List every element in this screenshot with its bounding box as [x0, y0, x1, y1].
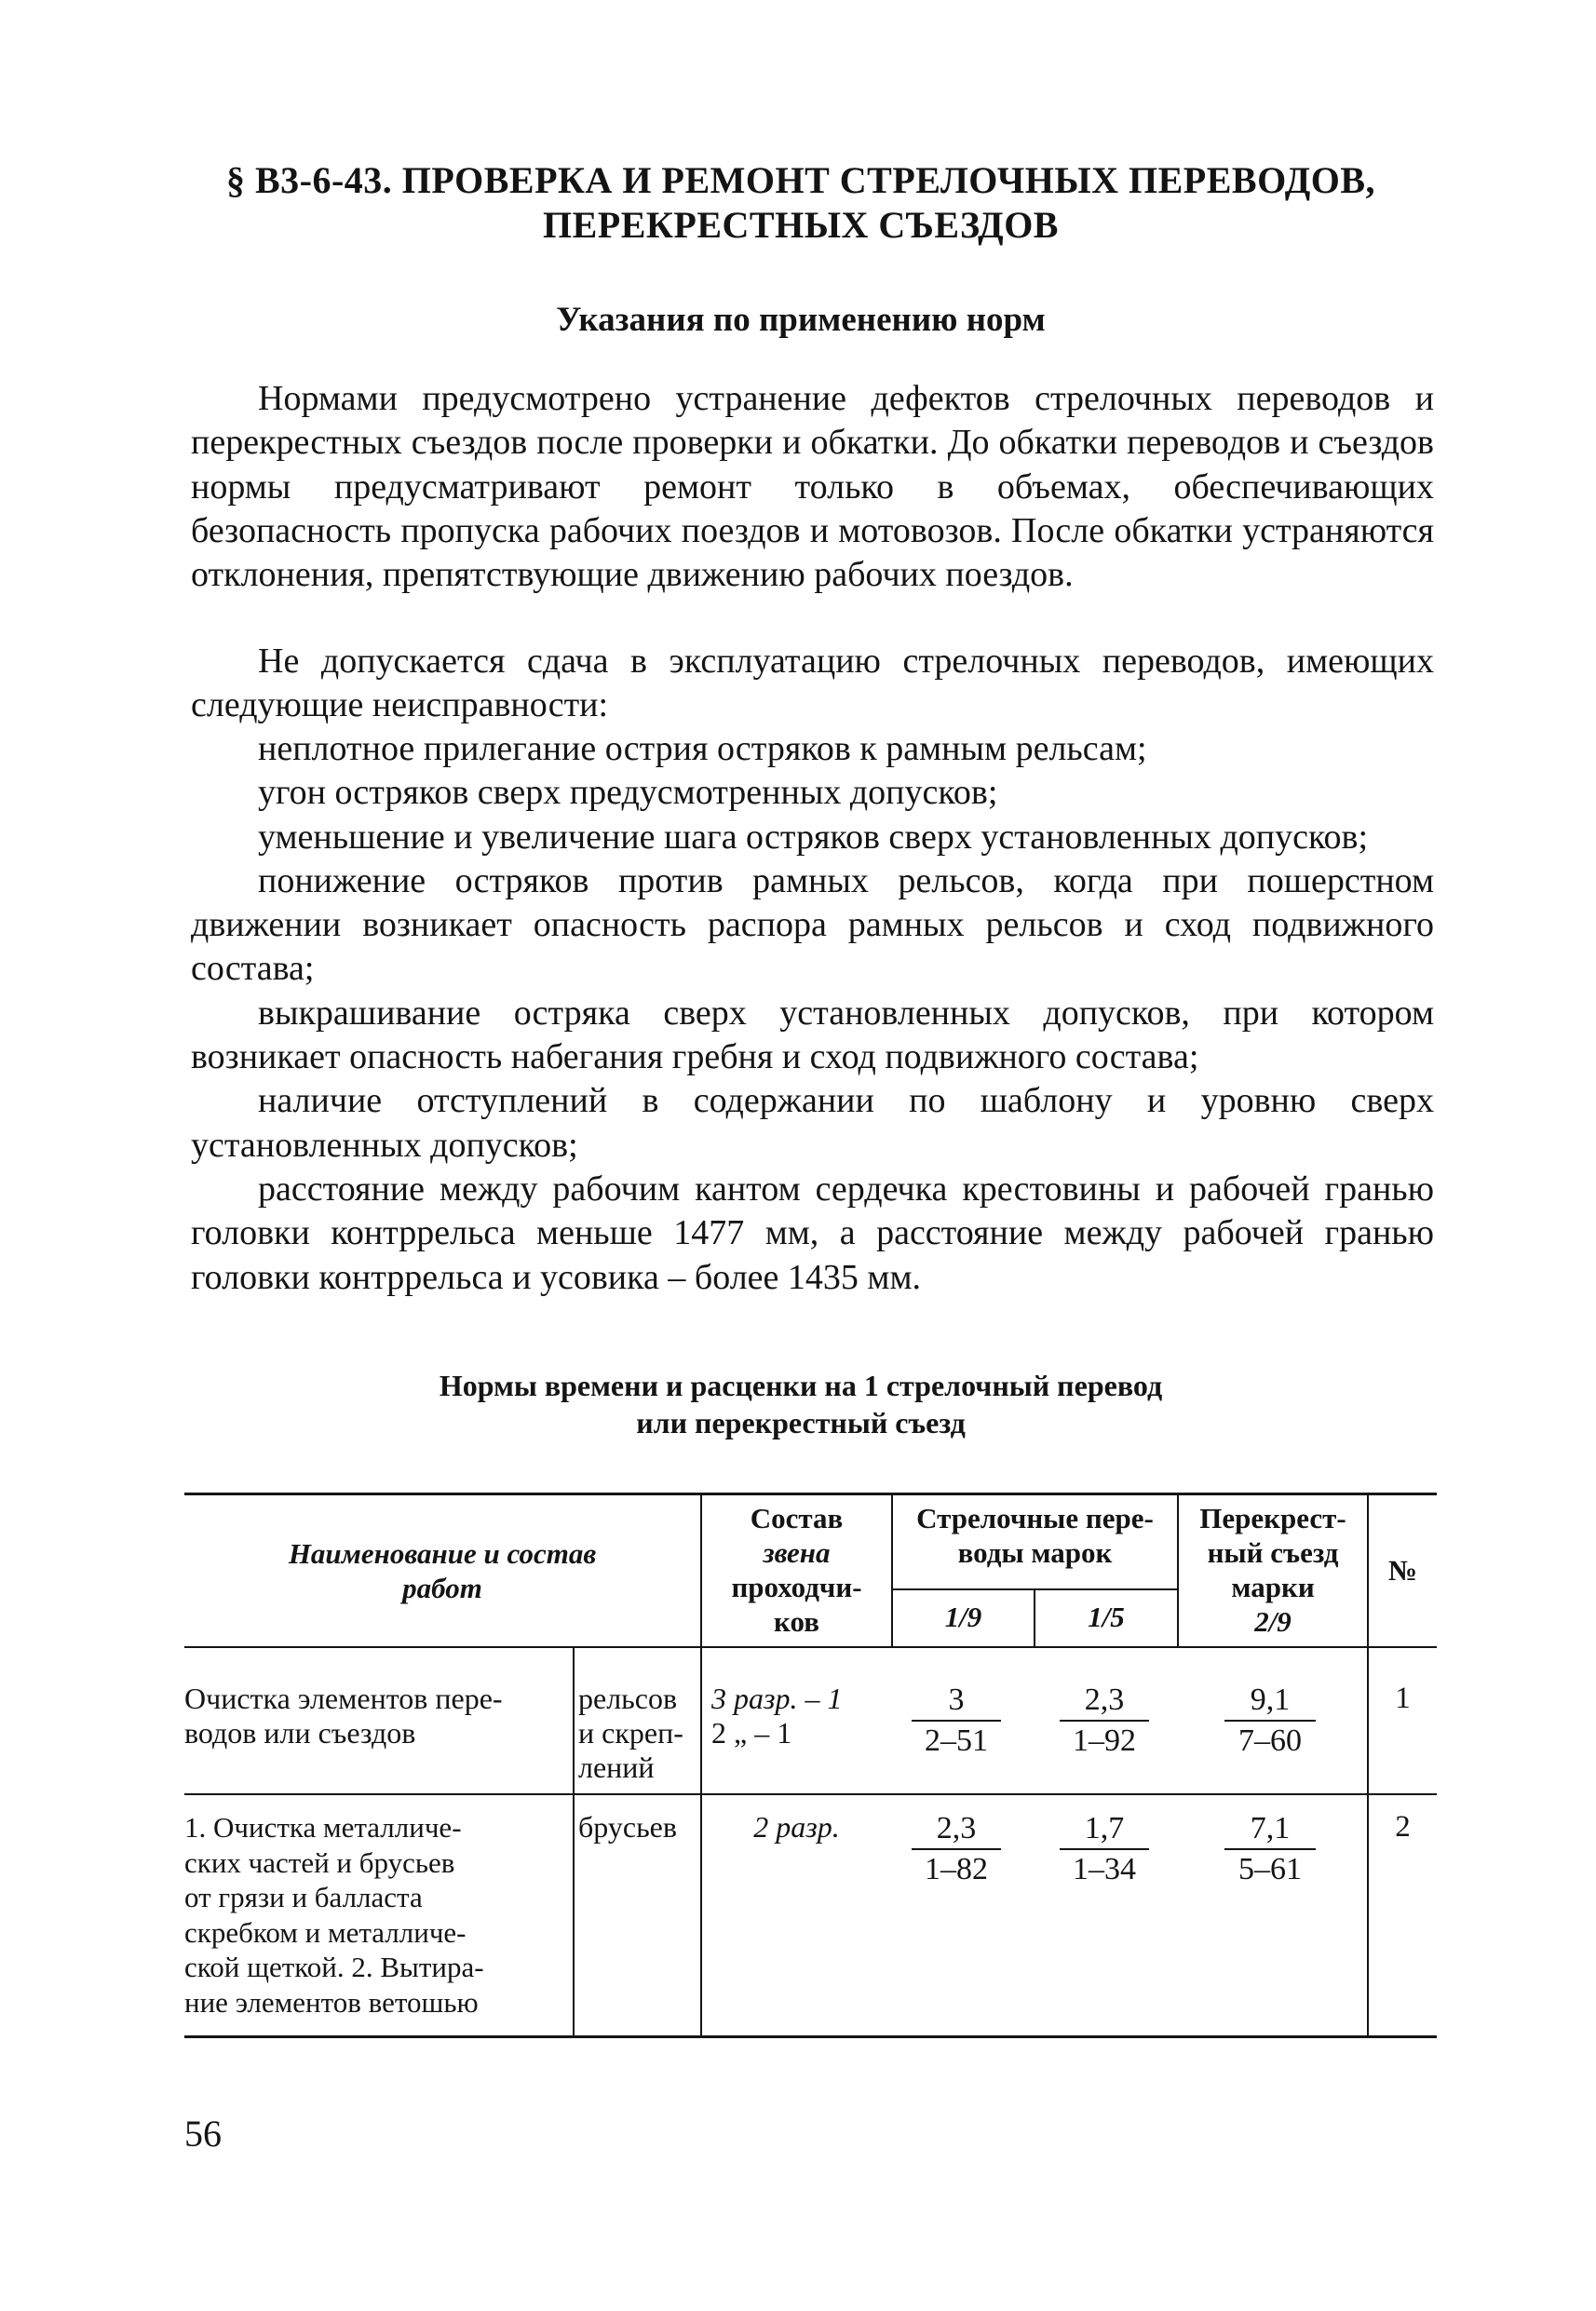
cell-text: ских частей и брусьев [184, 1845, 455, 1879]
cell-text: лений [578, 1750, 655, 1784]
header-crossover [1179, 1501, 1367, 1639]
header-text: Перекрест- [1199, 1502, 1346, 1534]
row1-number: 1 [1395, 1682, 1411, 1715]
cell-text: водов или съездов [184, 1716, 416, 1750]
norm-value: 7,1 [1224, 1810, 1316, 1850]
cell-text: брусьев [578, 1810, 677, 1844]
header-bottom-rule [184, 1646, 1437, 1648]
table-title-continued: или перекрестный съезд [636, 1406, 966, 1439]
list-item: неплотное прилегание острия остряков к рамным рельсам; [258, 729, 1147, 768]
section-heading-continued: ПЕРЕКРЕСТНЫХ СЪЕЗДОВ [543, 204, 1059, 246]
list-item: угон остряков сверх предусмотренных допусков; [258, 773, 998, 813]
rate-value: 1–82 [925, 1852, 988, 1886]
row-divider [184, 1793, 1437, 1795]
page-number: 56 [184, 2113, 222, 2155]
row1-work [184, 1682, 568, 1750]
header-text: Наименование и состав [288, 1537, 597, 1570]
list-item: наличие отступлений в содержании по шаблону и уровню сверх установленных допусков; [191, 1081, 1434, 1165]
norm-value: 2,3 [1060, 1682, 1149, 1722]
rate-value: 1–92 [1073, 1723, 1136, 1758]
header-work-name [184, 1536, 700, 1605]
cell-text: рельсов [578, 1682, 678, 1715]
norm-value: 1,7 [1060, 1810, 1149, 1850]
table-top-rule [184, 1493, 1437, 1495]
header-text: проходчи- [731, 1571, 862, 1603]
norm-value: 9,1 [1224, 1682, 1316, 1722]
row2-number: 2 [1395, 1810, 1411, 1844]
list-item: расстояние между рабочим кантом сердечка крестовины и рабочей гранью головки контррельса меньше 1477 мм, а расстояние между рабочей гранью головки контррельса и усовика – более 1435 мм. [191, 1169, 1434, 1297]
norm-value: 3 [912, 1682, 1001, 1722]
row1-switch-1-5 [1060, 1682, 1149, 1760]
header-switches [893, 1501, 1177, 1570]
row1-crew [711, 1682, 884, 1750]
header-text: воды марок [957, 1536, 1113, 1569]
section-heading: § В3-6-43. ПРОВЕРКА И РЕМОНТ СТРЕЛОЧНЫХ ПЕРЕВОДОВ, [225, 159, 1376, 201]
header-number: № [1387, 1554, 1418, 1587]
header-text: Стрелочные пере- [916, 1502, 1154, 1534]
header-text: звена [763, 1536, 831, 1569]
cell-text: 2 „ – 1 [711, 1716, 792, 1750]
header-crew [702, 1501, 891, 1639]
list-item: понижение остряков против рамных рельсов, когда при пошерстном движении возникает опасность распора рамных рельсов и сход подвижного состава; [191, 860, 1434, 989]
header-text: ный съезд [1207, 1536, 1339, 1569]
cell-text: Очистка элементов пере- [184, 1682, 503, 1715]
header-text: 2/9 [1254, 1605, 1292, 1638]
row1-crossover [1224, 1682, 1316, 1760]
header-text: работ [402, 1572, 482, 1604]
row2-element [578, 1810, 699, 1845]
row2-switch-1-5 [1060, 1810, 1149, 1888]
cell-text: 3 разр. – 1 [711, 1682, 843, 1715]
subheading: Указания по применению норм [556, 301, 1046, 339]
norm-value: 2,3 [912, 1810, 1001, 1850]
cell-text: 2 разр. [753, 1810, 840, 1844]
cell-text: 1. Очистка металличе- [184, 1811, 462, 1844]
paragraph: Не допускается сдача в эксплуатацию стрелочных переводов, имеющих следующие неисправности: [191, 642, 1434, 725]
row1-element [578, 1682, 699, 1785]
cell-text: и скреп- [578, 1716, 683, 1750]
list-item: выкрашивание остряка сверх установленных допусков, при котором возникает опасность набегания гребня и сход подвижного состава; [191, 993, 1434, 1077]
header-text: ков [774, 1605, 819, 1638]
list-item: уменьшение и увеличение шага остряков сверх установленных допусков; [258, 817, 1369, 857]
row1-switch-1-9 [912, 1682, 1001, 1760]
rate-value: 1–34 [1073, 1852, 1136, 1886]
cell-text: ние элементов ветошью [184, 1985, 479, 2019]
header-text: марки [1231, 1571, 1315, 1603]
cell-text: скребком и металличе- [184, 1915, 467, 1949]
row2-crossover [1224, 1810, 1316, 1888]
header-text: Состав [750, 1502, 844, 1534]
row2-switch-1-9 [912, 1810, 1001, 1888]
table-title: Нормы времени и расценки на 1 стрелочный перевод [439, 1369, 1163, 1402]
cell-text: ской щеткой. 2. Вытира- [184, 1951, 484, 1983]
column-divider [573, 1648, 575, 2036]
rate-value: 5–61 [1238, 1852, 1302, 1886]
row2-work [184, 1810, 568, 2020]
table-bottom-rule [184, 2035, 1437, 2038]
header-switch-1-5: 1/5 [1088, 1601, 1125, 1633]
row2-crew [702, 1810, 891, 1845]
paragraph: Нормами предусмотрено устранение дефектов стрелочных переводов и перекрестных съездов после проверки и обкатки. До обкатки переводов и съездов нормы предусматривают ремонт только в объемах, обеспечивающих безопасность пропуска рабочих поездов и мотовозов. После обкатки устраняются отклонения, препятствующие движению рабочих поездов. [191, 379, 1434, 595]
rate-value: 7–60 [1238, 1723, 1302, 1758]
header-switch-1-9: 1/9 [944, 1601, 982, 1633]
cell-text: от грязи и балласта [184, 1881, 423, 1913]
defects-list [191, 727, 1434, 1300]
rate-value: 2–51 [925, 1723, 988, 1758]
